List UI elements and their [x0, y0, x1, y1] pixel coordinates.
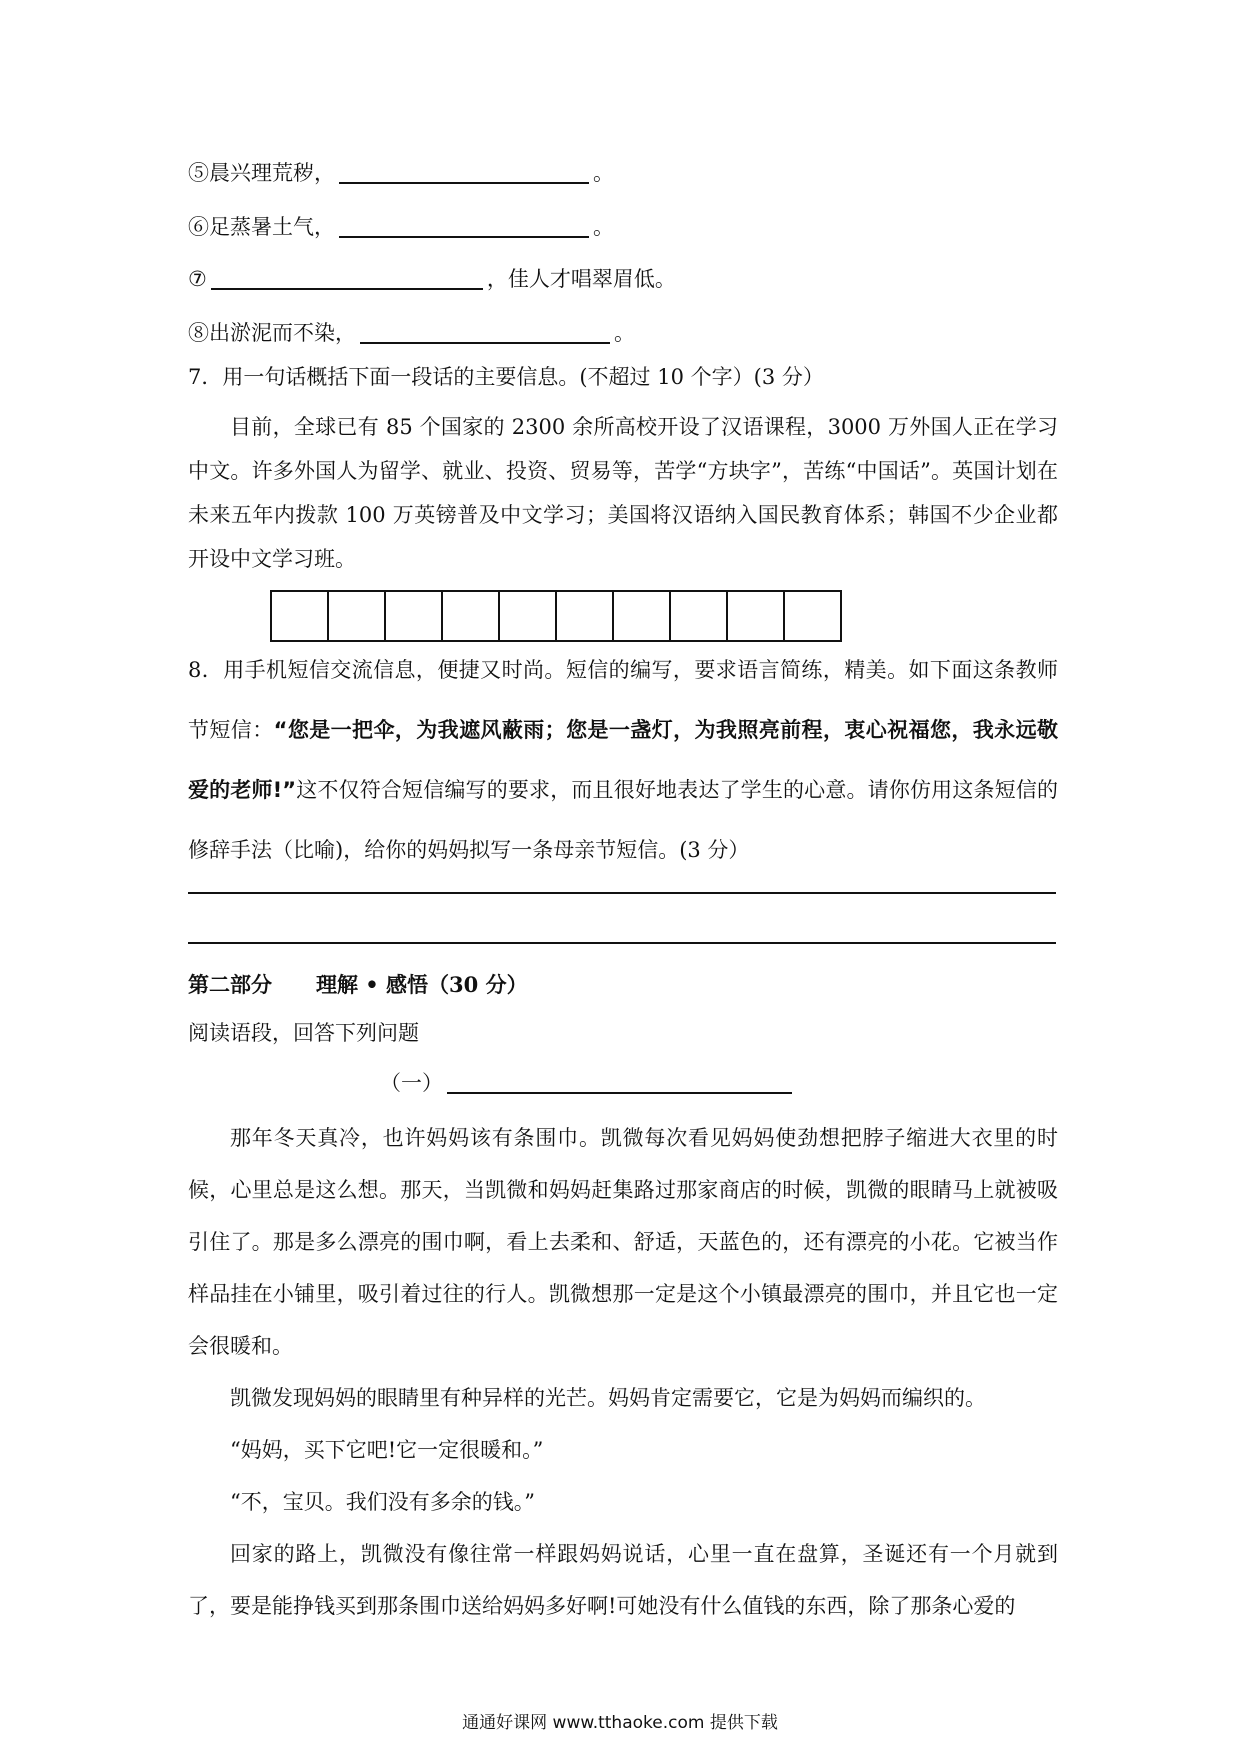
story-paragraph: “妈妈，买下它吧!它一定很暖和。”	[230, 1438, 544, 1462]
answer-blank[interactable]	[360, 320, 610, 344]
answer-blank[interactable]	[339, 214, 589, 238]
question-8-task: 这不仅符合短信编写的要求，而且很好地表达了学生的心意。请你仿用这条短信的修辞手法（比喻)，给你的妈妈拟写一条母亲节短信。(3 分）	[188, 778, 1058, 862]
answer-box[interactable]	[272, 592, 329, 640]
answer-box[interactable]	[785, 592, 840, 640]
answer-box[interactable]	[443, 592, 500, 640]
blank-line-8	[188, 318, 635, 348]
answer-blank[interactable]	[339, 160, 589, 184]
part-2-label: 第二部分	[188, 972, 272, 997]
answer-box[interactable]	[557, 592, 614, 640]
page-footer: 通通好课网 www.tthaoke.com 提供下载	[462, 1713, 778, 1733]
question-8	[188, 640, 1058, 880]
blank-line-5	[188, 158, 614, 188]
reading-instruction: 阅读语段，回答下列问题	[188, 1021, 419, 1045]
answer-box[interactable]	[329, 592, 386, 640]
question-8-intro: 8．用手机短信交流信息，便捷又时尚。短信的编写，要求语言简练，精美。如下面这条教师节短信：	[188, 658, 1058, 742]
answer-line[interactable]	[188, 892, 1056, 894]
answer-box[interactable]	[728, 592, 785, 640]
blank-line-text: ⑦	[188, 267, 207, 291]
answer-box[interactable]	[500, 592, 557, 640]
story-paragraph: 回家的路上，凯微没有像往常一样跟妈妈说话，心里一直在盘算，圣诞还有一个月就到了，要是能挣钱买到那条围巾送给妈妈多好啊!可她没有什么值钱的东西，除了那条心爱的	[188, 1542, 1058, 1618]
story-paragraph: “不，宝贝。我们没有多余的钱。”	[230, 1490, 535, 1514]
answer-box[interactable]	[671, 592, 728, 640]
answer-line[interactable]	[188, 942, 1056, 944]
question-7: 7．用一句话概括下面一段话的主要信息。(不超过 10 个字）(3 分）	[188, 365, 824, 389]
answer-box[interactable]	[614, 592, 671, 640]
section-label: （一）	[380, 1071, 443, 1095]
blank-line-suffix: 。	[593, 161, 614, 185]
part-2-heading	[188, 970, 528, 1000]
answer-box-row	[270, 590, 842, 642]
answer-blank[interactable]	[211, 266, 483, 290]
blank-line-suffix: 。	[614, 321, 635, 345]
blank-line-text: ⑥足蒸暑土气，	[188, 215, 335, 239]
blank-line-6	[188, 212, 614, 242]
blank-line-suffix: 。	[593, 215, 614, 239]
section-title-line	[380, 1068, 796, 1098]
teacher-day-sms: “您是一把伞，为我遮风蔽雨；您是一盏灯，为我照亮前程，衷心祝福您，我永远敬爱的老师!”	[188, 718, 1058, 802]
blank-line-text: ⑧出淤泥而不染，	[188, 321, 356, 345]
question-7-passage: 目前，全球已有 85 个国家的 2300 余所高校开设了汉语课程，3000 万外国人正在学习中文。许多外国人为留学、就业、投资、贸易等，苦学“方块字”，苦练“中国话”。英国计划在未来五年内拨款 100 万英镑普及中文学习；美国将汉语纳入国民教育体系；韩国不少企业都开设中文学习班。	[188, 415, 1058, 571]
blank-line-7	[188, 264, 676, 294]
part-2-title: 理解 • 感悟（30 分）	[316, 972, 528, 997]
story-paragraph: 凯微发现妈妈的眼睛里有种异样的光芒。妈妈肯定需要它，它是为妈妈而编织的。	[230, 1386, 986, 1410]
answer-box[interactable]	[386, 592, 443, 640]
blank-line-suffix: ，佳人才唱翠眉低。	[486, 267, 676, 291]
story-paragraph: 那年冬天真冷，也许妈妈该有条围巾。凯微每次看见妈妈使劲想把脖子缩进大衣里的时候，心里总是这么想。那天，当凯微和妈妈赶集路过那家商店的时候，凯微的眼睛马上就被吸引住了。那是多么漂亮的围巾啊，看上去柔和、舒适，天蓝色的，还有漂亮的小花。它被当作样品挂在小铺里，吸引着过往的行人。凯微想那一定是这个小镇最漂亮的围巾，并且它也一定会很暖和。	[188, 1126, 1058, 1358]
title-blank[interactable]	[447, 1070, 792, 1094]
blank-line-text: ⑤晨兴理荒秽，	[188, 161, 335, 185]
